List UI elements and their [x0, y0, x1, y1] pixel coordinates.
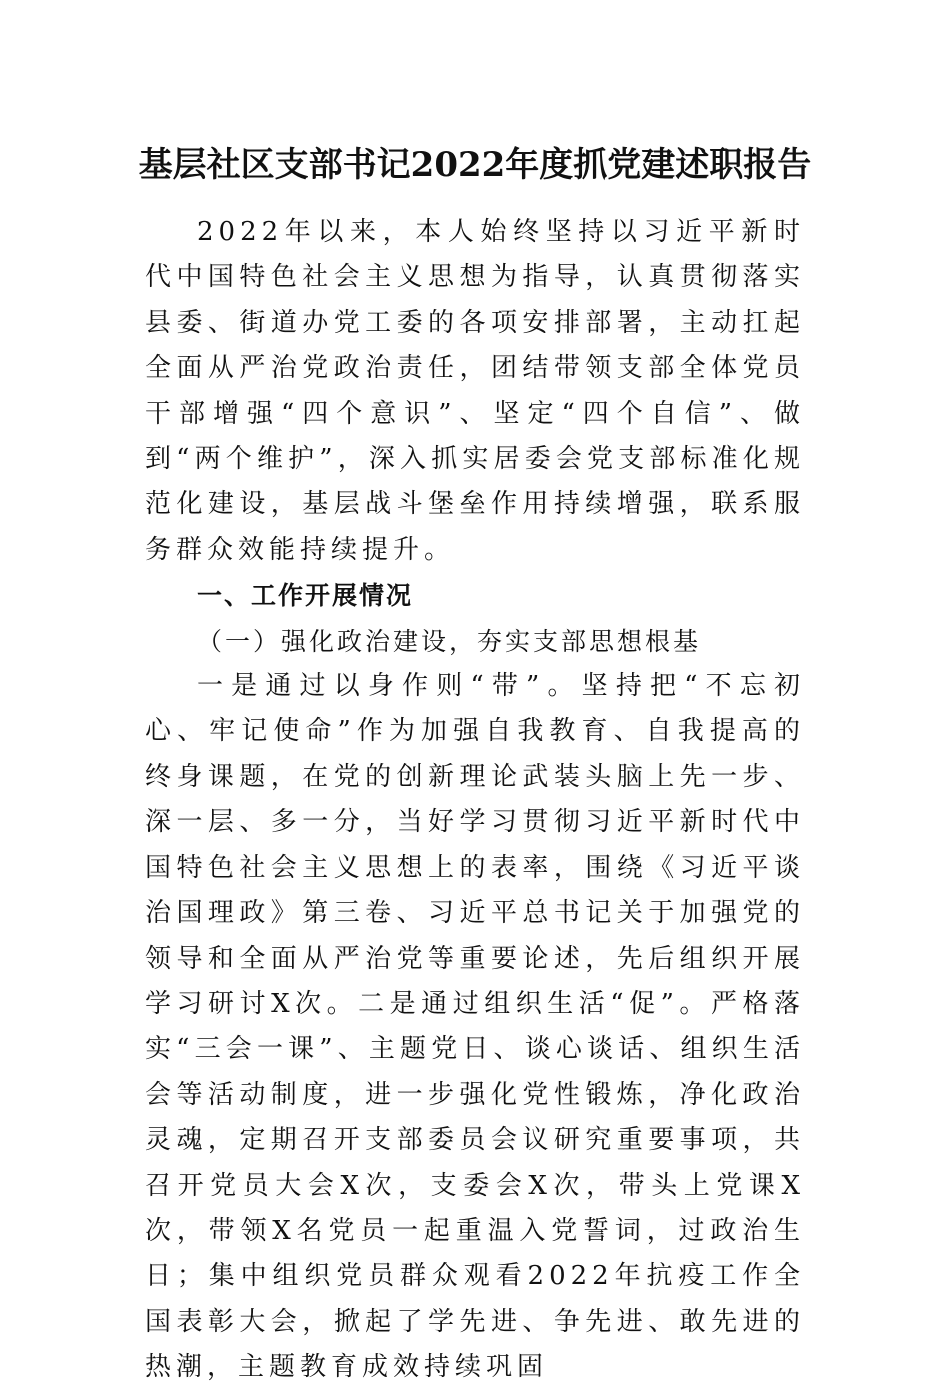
- subsection-heading: （一）强化政治建设，夯实支部思想根基: [197, 626, 702, 656]
- intro-paragraph: 2022年以来，本人始终坚持以习近平新时代中国特色社会主义思想为指导，认真贯彻落实县委、街道办党工委的各项安排部署，主动扛起全面从严治党政治责任，团结带领支部全体党员干部增强“四个意识”、坚定“四个自信”、做到“两个维护”，深入抓实居委会党支部标准化规范化建设，基层战斗堡垒作用持续增强，联系服务群众效能持续提升。: [145, 217, 805, 565]
- body-paragraph: 一是通过以身作则“带”。坚持把“不忘初心、牢记使命”作为加强自我教育、自我提高的终身课题，在党的创新理论武装头脑上先一步、深一层、多一分，当好学习贯彻习近平新时代中国特色社会主义思想上的表率，围绕《习近平谈治国理政》第三卷、习近平总书记关于加强党的领导和全面从严治党等重要论述，先后组织开展学习研讨X次。二是通过组织生活“促”。严格落实“三会一课”、主题党日、谈心谈话、组织生活会等活动制度，进一步强化党性锻炼，净化政治灵魂，定期召开支部委员会议研究重要事项，共召开党员大会X次，支委会X次，带头上党课X次，带领X名党员一起重温入党誓词，过政治生日；集中组织党员群众观看2022年抗疫工作全国表彰大会，掀起了学先进、争先进、敢先进的热潮，主题教育成效持续巩固: [145, 671, 805, 1383]
- section-heading: 一、工作开展情况: [197, 581, 414, 611]
- document-title: 基层社区支部书记2022年度抓党建述职报告: [138, 145, 812, 185]
- document-body: [145, 210, 805, 1391]
